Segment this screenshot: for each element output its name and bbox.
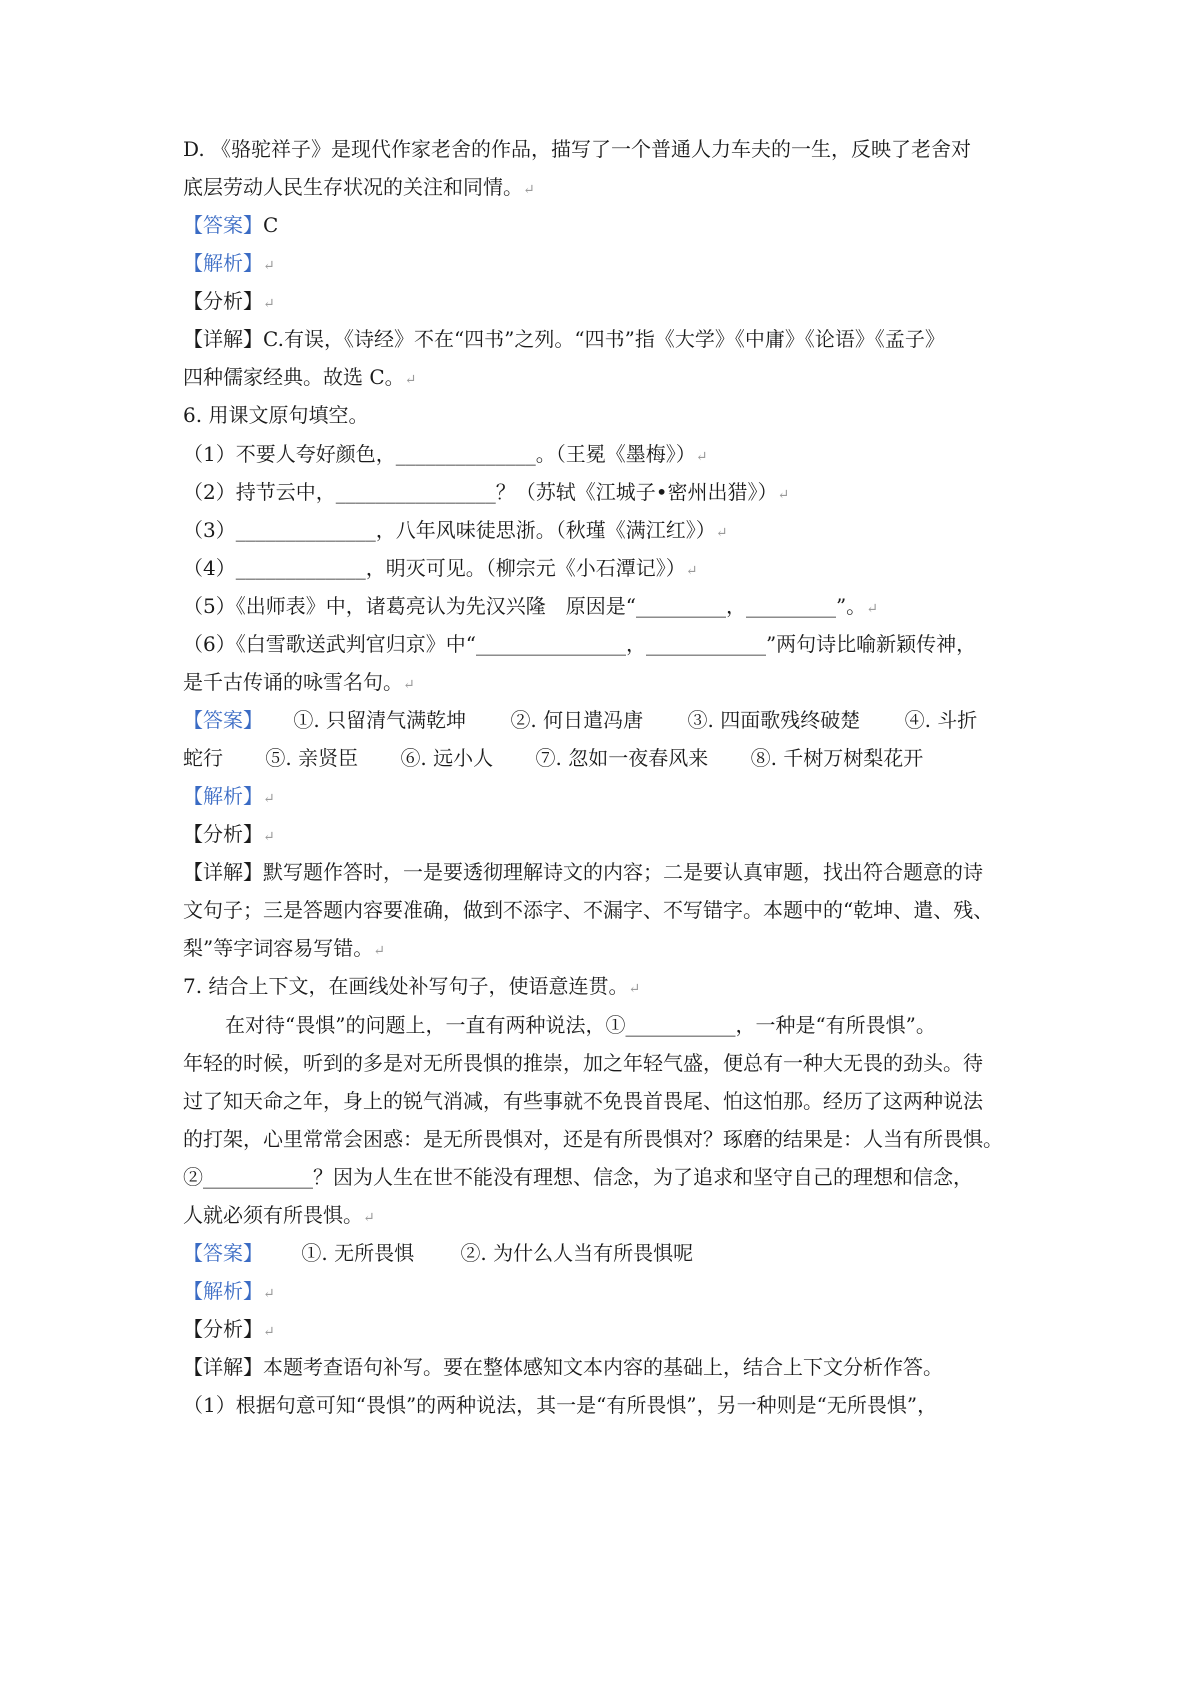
q6-answer-4-cont: 蛇行 — [183, 746, 223, 770]
q6-title: 6. 用课文原句填空。 — [183, 403, 369, 427]
q6-jiexi: 【解析】↵ — [183, 784, 275, 808]
q7-answer-1: ①. 无所畏惧 — [301, 1241, 415, 1265]
q6-answer-5: ⑤. 亲贤臣 — [265, 746, 359, 770]
q7-passage-line2: 年轻的时候，听到的多是对无所畏惧的推崇，加之年轻气盛，便总有一种大无畏的劲头。待 — [183, 1051, 983, 1075]
q5-option-d-line2: 底层劳动人民生存状况的关注和同情。↵ — [183, 175, 535, 199]
q7-jiexi: 【解析】↵ — [183, 1279, 275, 1303]
answer-label: 【答案】 — [183, 213, 263, 237]
q6-item-2: （2）持节云中，________________？（苏轼《江城子•密州出猎》）↵ — [183, 480, 790, 504]
q6-item-6-cont: 是千古传诵的咏雪名句。↵ — [183, 670, 415, 694]
q5-jiexi: 【解析】↵ — [183, 251, 275, 275]
q7-answer-2: ②. 为什么人当有所畏惧呢 — [460, 1241, 694, 1265]
answer-label: 【答案】 — [183, 1241, 263, 1265]
q6-fenxi: 【分析】↵ — [183, 822, 275, 846]
q6-item-1: （1）不要人夸好颜色，______________。（王冕《墨梅》）↵ — [183, 442, 708, 466]
q7-title: 7. 结合上下文，在画线处补写句子，使语意连贯。↵ — [183, 974, 641, 998]
q7-passage-line4: 的打架，心里常常会困惑：是无所畏惧对，还是有所畏惧对？琢磨的结果是：人当有所畏惧。 — [183, 1127, 1003, 1151]
q6-answer-1: ①. 只留清气满乾坤 — [293, 708, 467, 732]
answer-label: 【答案】 — [183, 708, 263, 732]
q6-answers-line2 — [183, 744, 1043, 772]
q7-passage-line3: 过了知天命之年，身上的锐气消减，有些事就不免畏首畏尾、怕这怕那。经历了这两种说法 — [183, 1089, 983, 1113]
q7-detail: 【详解】本题考查语句补写。要在整体感知文本内容的基础上，结合上下文分析作答。 — [183, 1355, 943, 1379]
q5-answer: 【答案】C — [183, 213, 279, 237]
q6-item-6: （6）《白雪歌送武判官归京》中“_______________，____________”两句诗比喻新颖传神， — [183, 632, 977, 656]
q6-item-3: （3）______________，八年风味徒思浙。（秋瑾《满江红》）↵ — [183, 518, 728, 542]
q7-fenxi: 【分析】↵ — [183, 1317, 275, 1341]
q7-passage-line1: 在对待“畏惧”的问题上，一直有两种说法，①___________，一种是“有所畏惧”。 — [225, 1013, 936, 1037]
q6-answer-3: ③. 四面歌残终破楚 — [687, 708, 861, 732]
q6-answer-4: ④. 斗折 — [904, 708, 978, 732]
q6-answer-7: ⑦. 忽如一夜春风来 — [535, 746, 709, 770]
q5-detail-line2: 四种儒家经典。故选 C。↵ — [183, 365, 417, 389]
q6-item-5: （5）《出师表》中，诸葛亮认为先汉兴隆 原因是“_________，_________”。↵ — [183, 594, 878, 618]
q6-answer-2: ②. 何日遣冯唐 — [510, 708, 644, 732]
q6-answer-8: ⑧. 千树万树梨花开 — [750, 746, 924, 770]
q6-answer-6: ⑥. 远小人 — [400, 746, 494, 770]
q5-detail-line1: 【详解】C.有误，《诗经》不在“四书”之列。“四书”指《大学》《中庸》《论语》《孟子》 — [183, 327, 945, 351]
q5-fenxi: 【分析】↵ — [183, 289, 275, 313]
q6-detail-line1: 【详解】默写题作答时，一是要透彻理解诗文的内容；二是要认真审题，找出符合题意的诗 — [183, 860, 983, 884]
q5-option-d-line1: D. 《骆驼祥子》是现代作家老舍的作品，描写了一个普通人力车夫的一生，反映了老舍对 — [183, 137, 972, 161]
q7-answers — [183, 1239, 1043, 1267]
q6-item-4: （4）_____________，明灭可见。（柳宗元《小石潭记》）↵ — [183, 556, 698, 580]
q6-answers-line1 — [183, 706, 1043, 734]
q7-detail-1: （1）根据句意可知“畏惧”的两种说法，其一是“有所畏惧”，另一种则是“无所畏惧”， — [183, 1393, 938, 1417]
q7-passage-line6: 人就必须有所畏惧。↵ — [183, 1203, 375, 1227]
q6-detail-line2: 文句子；三是答题内容要准确，做到不添字、不漏字、不写错字。本题中的“乾坤、遣、残、 — [183, 898, 994, 922]
q6-detail-line3: 梨”等字词容易写错。↵ — [183, 936, 385, 960]
q7-passage-line5: ②___________？因为人生在世不能没有理想、信念，为了追求和坚守自己的理想和信念， — [183, 1165, 973, 1189]
